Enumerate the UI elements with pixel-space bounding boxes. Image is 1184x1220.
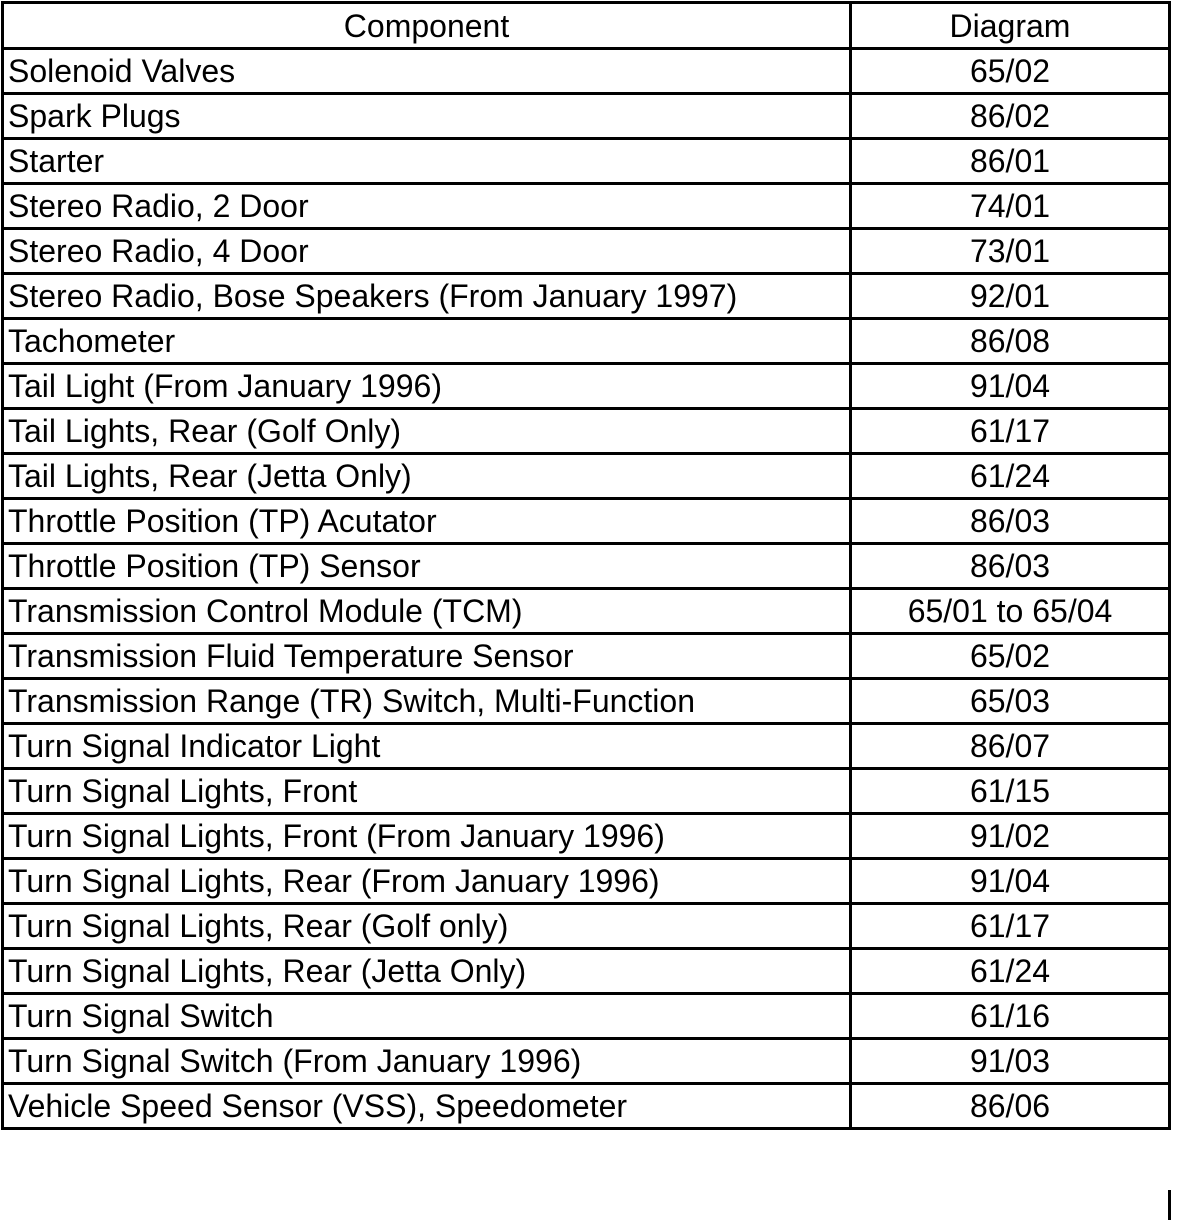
component-cell: Turn Signal Lights, Rear (Golf only)	[3, 904, 851, 949]
diagram-cell: 86/01	[851, 139, 1170, 184]
component-cell: Tail Light (From January 1996)	[3, 364, 851, 409]
diagram-cell: 91/02	[851, 814, 1170, 859]
table-row	[3, 1084, 1170, 1129]
table-row	[3, 229, 1170, 274]
diagram-cell: 86/03	[851, 544, 1170, 589]
diagram-cell: 86/03	[851, 499, 1170, 544]
table-row	[3, 859, 1170, 904]
table-row	[3, 634, 1170, 679]
table-row	[3, 364, 1170, 409]
diagram-cell: 73/01	[851, 229, 1170, 274]
diagram-cell: 86/02	[851, 94, 1170, 139]
component-cell: Stereo Radio, Bose Speakers (From January 1997)	[3, 274, 851, 319]
table-row	[3, 319, 1170, 364]
table-row	[3, 139, 1170, 184]
component-cell: Turn Signal Lights, Front (From January 1996)	[3, 814, 851, 859]
table-row	[3, 274, 1170, 319]
component-cell: Solenoid Valves	[3, 49, 851, 94]
table-row	[3, 949, 1170, 994]
diagram-cell: 65/03	[851, 679, 1170, 724]
diagram-cell: 91/03	[851, 1039, 1170, 1084]
table-row	[3, 814, 1170, 859]
diagram-cell: 61/16	[851, 994, 1170, 1039]
table-row	[3, 1039, 1170, 1084]
component-cell: Spark Plugs	[3, 94, 851, 139]
table-row	[3, 544, 1170, 589]
component-cell: Turn Signal Switch	[3, 994, 851, 1039]
table-row	[3, 499, 1170, 544]
diagram-cell: 91/04	[851, 364, 1170, 409]
component-cell: Transmission Range (TR) Switch, Multi-Function	[3, 679, 851, 724]
table-row	[3, 724, 1170, 769]
table-row	[3, 49, 1170, 94]
component-cell: Stereo Radio, 2 Door	[3, 184, 851, 229]
diagram-column-header: Diagram	[851, 3, 1170, 49]
diagram-cell: 61/17	[851, 904, 1170, 949]
diagram-cell: 74/01	[851, 184, 1170, 229]
table-row	[3, 589, 1170, 634]
table-row	[3, 454, 1170, 499]
component-cell: Turn Signal Switch (From January 1996)	[3, 1039, 851, 1084]
table-edge-line	[1168, 1190, 1171, 1220]
diagram-cell: 86/08	[851, 319, 1170, 364]
table-row	[3, 679, 1170, 724]
table-body	[3, 49, 1170, 1129]
component-cell: Turn Signal Lights, Front	[3, 769, 851, 814]
table-row	[3, 994, 1170, 1039]
diagram-cell: 86/06	[851, 1084, 1170, 1129]
component-cell: Turn Signal Lights, Rear (Jetta Only)	[3, 949, 851, 994]
component-cell: Tail Lights, Rear (Jetta Only)	[3, 454, 851, 499]
component-diagram-table	[1, 1, 1171, 1130]
diagram-cell: 86/07	[851, 724, 1170, 769]
table-row	[3, 904, 1170, 949]
component-cell: Throttle Position (TP) Sensor	[3, 544, 851, 589]
component-cell: Stereo Radio, 4 Door	[3, 229, 851, 274]
diagram-cell: 91/04	[851, 859, 1170, 904]
component-cell: Throttle Position (TP) Acutator	[3, 499, 851, 544]
table-row	[3, 769, 1170, 814]
component-cell: Tail Lights, Rear (Golf Only)	[3, 409, 851, 454]
component-cell: Transmission Control Module (TCM)	[3, 589, 851, 634]
component-cell: Vehicle Speed Sensor (VSS), Speedometer	[3, 1084, 851, 1129]
diagram-cell: 92/01	[851, 274, 1170, 319]
component-cell: Turn Signal Lights, Rear (From January 1996)	[3, 859, 851, 904]
diagram-cell: 61/17	[851, 409, 1170, 454]
diagram-cell: 61/24	[851, 949, 1170, 994]
diagram-cell: 61/24	[851, 454, 1170, 499]
component-cell: Turn Signal Indicator Light	[3, 724, 851, 769]
diagram-cell: 65/02	[851, 634, 1170, 679]
header-row	[3, 3, 1170, 49]
component-cell: Starter	[3, 139, 851, 184]
table-row	[3, 409, 1170, 454]
table-row	[3, 94, 1170, 139]
diagram-cell: 65/02	[851, 49, 1170, 94]
component-column-header: Component	[3, 3, 851, 49]
component-cell: Tachometer	[3, 319, 851, 364]
diagram-cell: 61/15	[851, 769, 1170, 814]
diagram-cell: 65/01 to 65/04	[851, 589, 1170, 634]
component-cell: Transmission Fluid Temperature Sensor	[3, 634, 851, 679]
table-row	[3, 184, 1170, 229]
